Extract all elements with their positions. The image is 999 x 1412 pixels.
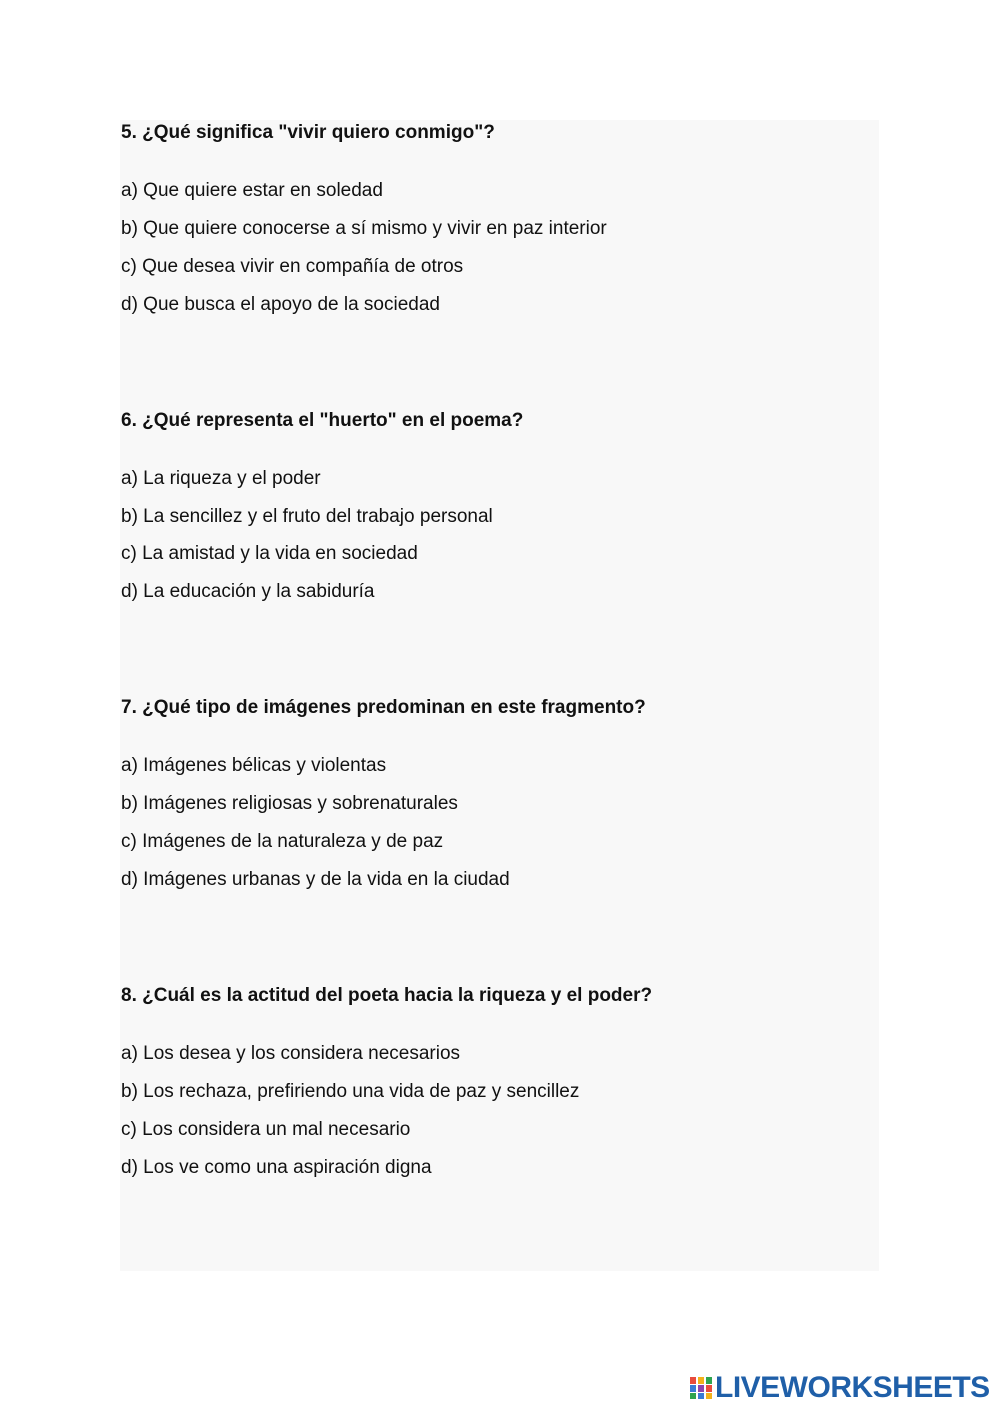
liveworksheets-brand xyxy=(690,1372,990,1404)
question-7-title: 7. ¿Qué tipo de imágenes predominan en este fragmento? xyxy=(121,697,646,718)
question-5-option-c: c) Que desea vivir en compañía de otros xyxy=(121,256,464,277)
question-5-option-d: d) Que busca el apoyo de la sociedad xyxy=(121,294,440,315)
question-7-option-d: d) Imágenes urbanas y de la vida en la ciudad xyxy=(121,869,510,890)
question-8-option-b: b) Los rechaza, prefiriendo una vida de paz y sencillez xyxy=(121,1081,580,1102)
question-8-option-d: d) Los ve como una aspiración digna xyxy=(121,1157,432,1178)
question-6-option-c: c) La amistad y la vida en sociedad xyxy=(121,543,418,564)
question-6-option-b: b) La sencillez y el fruto del trabajo personal xyxy=(121,506,493,527)
question-6-title: 6. ¿Qué representa el "huerto" en el poema? xyxy=(121,410,524,431)
question-8-option-a: a) Los desea y los considera necesarios xyxy=(121,1043,461,1064)
question-5-option-a: a) Que quiere estar en soledad xyxy=(121,180,383,201)
question-5-title: 5. ¿Qué significa "vivir quiero conmigo"? xyxy=(121,122,495,143)
question-8-title: 8. ¿Cuál es la actitud del poeta hacia la riqueza y el poder? xyxy=(121,985,653,1006)
question-6-option-d: d) La educación y la sabiduría xyxy=(121,581,375,602)
question-7-option-b: b) Imágenes religiosas y sobrenaturales xyxy=(121,793,458,814)
question-7-option-a: a) Imágenes bélicas y violentas xyxy=(121,755,387,776)
question-7-option-c: c) Imágenes de la naturaleza y de paz xyxy=(121,831,444,852)
brand-name: LIVEWORKSHEETS xyxy=(715,1371,990,1404)
liveworksheets-logo-icon xyxy=(690,1376,712,1400)
question-6-option-a: a) La riqueza y el poder xyxy=(121,468,321,489)
question-8-option-c: c) Los considera un mal necesario xyxy=(121,1119,411,1140)
question-5-option-b: b) Que quiere conocerse a sí mismo y vivir en paz interior xyxy=(121,218,607,239)
